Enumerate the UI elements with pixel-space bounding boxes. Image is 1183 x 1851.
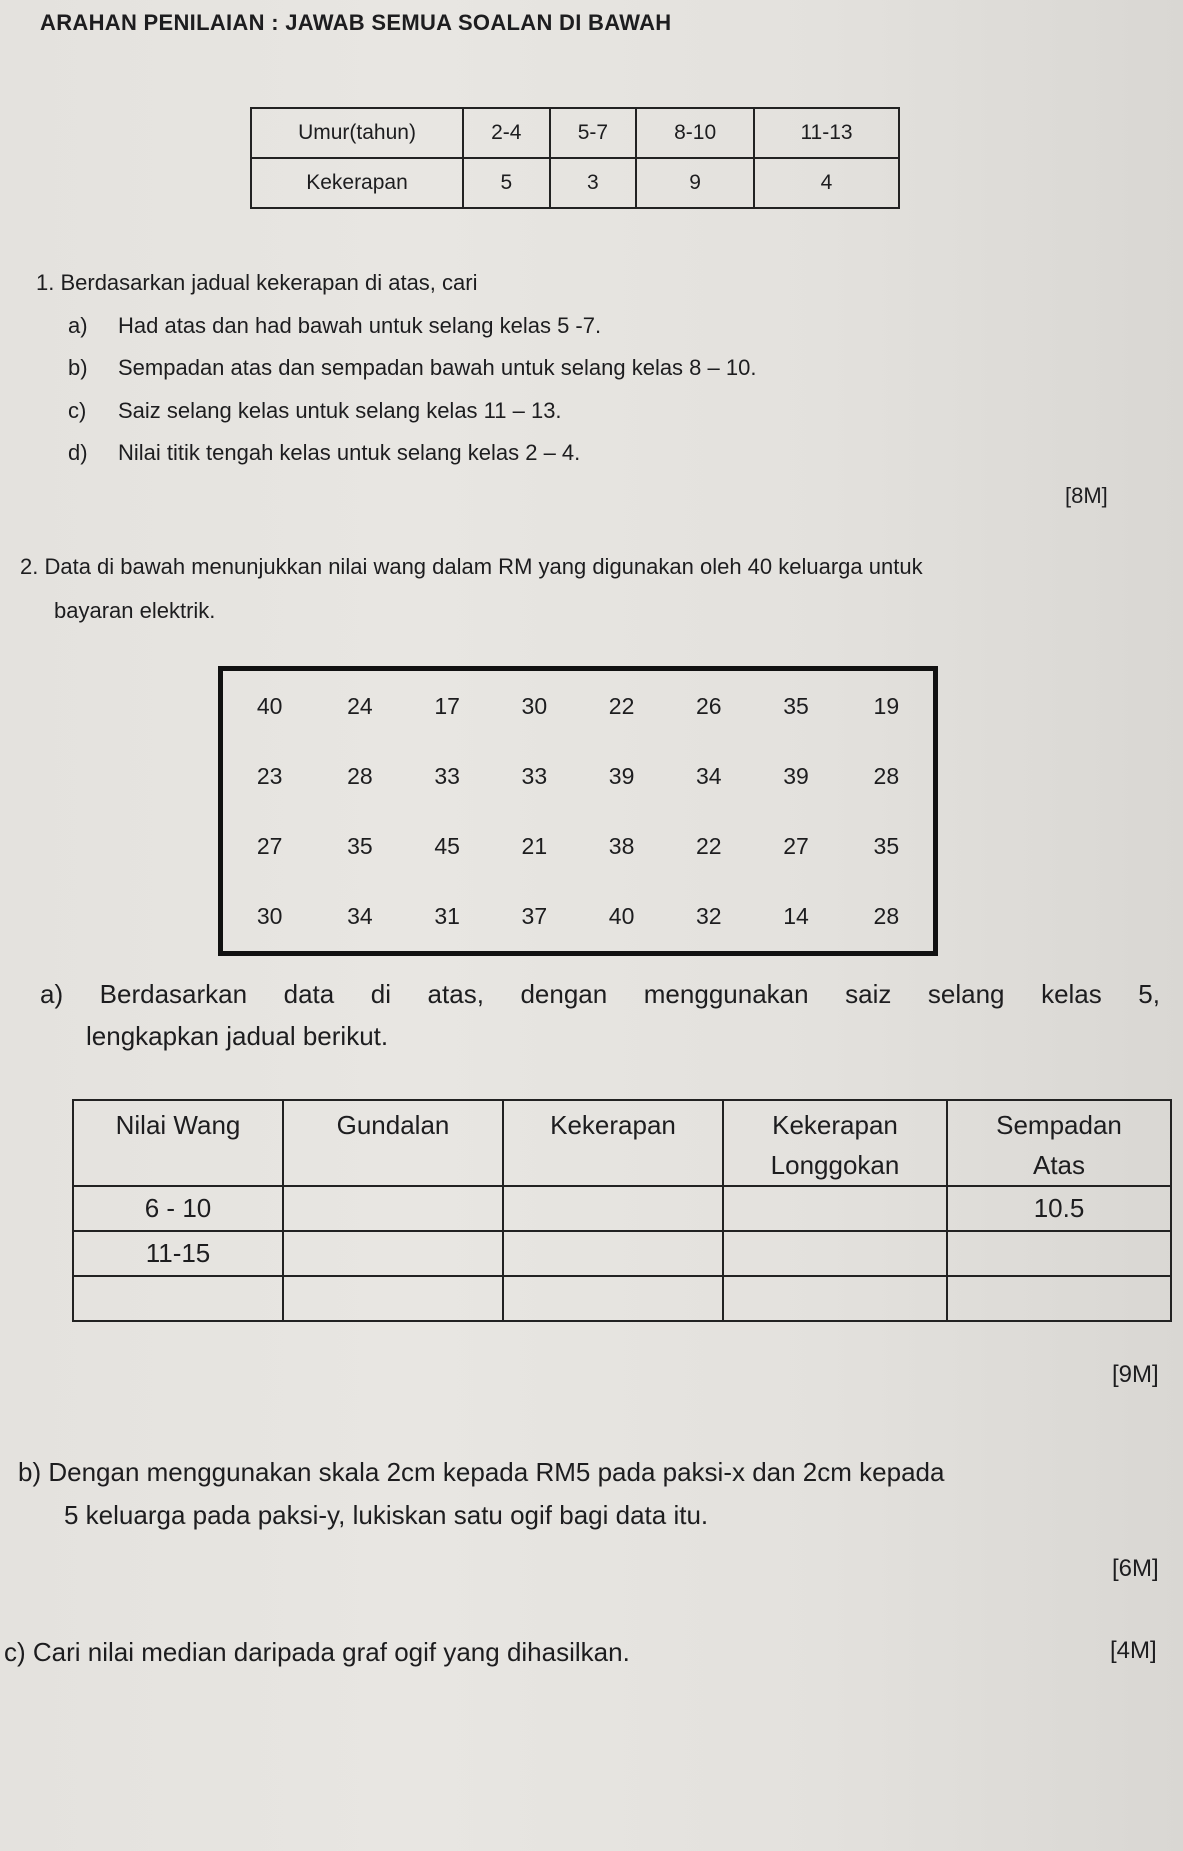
header-kekerapan-longgokan: Kekerapan Longgokan (723, 1100, 947, 1186)
table-row (221, 669, 936, 742)
data-cell: 39 (608, 762, 635, 789)
cumulative-frequency-cell[interactable] (723, 1186, 947, 1231)
data-cell: 22 (696, 832, 722, 859)
q1-part-b-label: b) (68, 355, 88, 380)
q1-part-b-text: Sempadan atas dan sempadan bawah untuk selang kelas 8 – 10. (118, 355, 757, 380)
data-cell: 30 (521, 692, 548, 719)
data-cell: 28 (873, 902, 900, 929)
data-cell: 22 (608, 692, 635, 719)
row-label-frequency: Kekerapan (251, 158, 463, 208)
data-cell: 33 (521, 762, 548, 789)
data-cell: 21 (521, 832, 548, 859)
frequency-cell: 4 (754, 158, 899, 208)
row-label-age: Umur(tahun) (251, 108, 463, 158)
class-interval-cell: 11-15 (73, 1231, 283, 1276)
data-cell: 14 (783, 902, 809, 929)
data-cell: 39 (783, 762, 809, 789)
table-row (73, 1276, 1171, 1321)
frequency-cell[interactable] (503, 1276, 723, 1321)
class-cell: 8-10 (636, 108, 754, 158)
data-cell: 35 (873, 832, 900, 859)
frequency-cell[interactable] (503, 1186, 723, 1231)
q2-stem-line2: bayaran elektrik. (54, 598, 216, 623)
class-cell: 2-4 (463, 108, 550, 158)
cumulative-frequency-cell[interactable] (723, 1231, 947, 1276)
q1-part-c-label: c) (68, 398, 87, 423)
data-cell: 34 (347, 902, 373, 929)
data-cell: 19 (873, 692, 900, 719)
data-cell: 33 (434, 762, 460, 789)
q2a-text-line1: a) Berdasarkan data di atas, dengan menggunakan saiz selang kelas 5, (40, 979, 1160, 1009)
q1-part-d-label: d) (68, 440, 88, 465)
data-cell: 40 (608, 902, 635, 929)
q2a-marks: [9M] (1112, 1361, 1159, 1388)
data-cell: 35 (783, 692, 809, 719)
data-cell: 24 (347, 692, 373, 719)
table-row (73, 1231, 1171, 1276)
q1-marks: [8M] (1065, 483, 1108, 508)
q1-part-a-text: Had atas dan had bawah untuk selang kelas 5 -7. (118, 313, 602, 338)
tally-cell[interactable] (283, 1276, 503, 1321)
data-cell: 34 (696, 762, 722, 789)
grouped-frequency-table (72, 1099, 1172, 1322)
data-cell: 17 (434, 692, 460, 719)
raw-data-table (218, 666, 938, 956)
upper-boundary-cell[interactable] (947, 1276, 1171, 1321)
q1-part-c-text: Saiz selang kelas untuk selang kelas 11 – 13. (118, 398, 562, 423)
class-cell: 5-7 (550, 108, 637, 158)
frequency-cell: 9 (636, 158, 754, 208)
tally-cell[interactable] (283, 1231, 503, 1276)
q1-part-a-label: a) (68, 313, 88, 338)
header-gundalan: Gundalan (283, 1100, 503, 1186)
table-row (221, 811, 936, 881)
q2b-marks: [6M] (1112, 1555, 1159, 1582)
table-row (221, 881, 936, 954)
frequency-cell: 5 (463, 158, 550, 208)
q1-part-d-text: Nilai titik tengah kelas untuk selang kelas 2 – 4. (118, 440, 581, 465)
table-header-row (73, 1100, 1171, 1186)
data-cell: 38 (608, 832, 635, 859)
data-cell: 27 (256, 832, 283, 859)
frequency-cell: 3 (550, 158, 637, 208)
q2b-text-line2: 5 keluarga pada paksi-y, lukiskan satu ogif bagi data itu. (64, 1500, 709, 1530)
header-kekerapan: Kekerapan (503, 1100, 723, 1186)
table-row (251, 108, 899, 158)
q2a-text-line2: lengkapkan jadual berikut. (86, 1021, 389, 1051)
q2c-marks: [4M] (1110, 1637, 1157, 1664)
table-row (251, 158, 899, 208)
data-cell: 30 (256, 902, 283, 929)
class-interval-cell: 6 - 10 (73, 1186, 283, 1231)
instructions-title: ARAHAN PENILAIAN : JAWAB SEMUA SOALAN DI BAWAH (40, 10, 672, 35)
frequency-table (250, 107, 900, 209)
tally-cell[interactable] (283, 1186, 503, 1231)
frequency-cell[interactable] (503, 1231, 723, 1276)
data-cell: 35 (347, 832, 373, 859)
class-cell: 11-13 (754, 108, 899, 158)
data-cell: 45 (434, 832, 460, 859)
table-row (73, 1186, 1171, 1231)
table-row (221, 741, 936, 811)
data-cell: 32 (696, 902, 722, 929)
data-cell: 31 (434, 902, 460, 929)
cumulative-frequency-cell[interactable] (723, 1276, 947, 1321)
data-cell: 27 (783, 832, 809, 859)
q2c-text: c) Cari nilai median daripada graf ogif yang dihasilkan. (4, 1637, 630, 1667)
class-interval-cell[interactable] (73, 1276, 283, 1321)
header-sempadan-atas: Sempadan Atas (947, 1100, 1171, 1186)
data-cell: 26 (696, 692, 722, 719)
upper-boundary-cell: 10.5 (947, 1186, 1171, 1231)
data-cell: 40 (256, 692, 283, 719)
q2-stem-line1: 2. Data di bawah menunjukkan nilai wang dalam RM yang digunakan oleh 40 keluarga untuk (20, 554, 923, 579)
q1-stem: 1. Berdasarkan jadual kekerapan di atas, cari (36, 270, 478, 295)
header-nilai-wang: Nilai Wang (73, 1100, 283, 1186)
data-cell: 23 (256, 762, 283, 789)
upper-boundary-cell[interactable] (947, 1231, 1171, 1276)
q2b-text-line1: b) Dengan menggunakan skala 2cm kepada RM5 pada paksi-x dan 2cm kepada (18, 1457, 945, 1487)
data-cell: 37 (521, 902, 548, 929)
data-cell: 28 (873, 762, 900, 789)
data-cell: 28 (347, 762, 373, 789)
